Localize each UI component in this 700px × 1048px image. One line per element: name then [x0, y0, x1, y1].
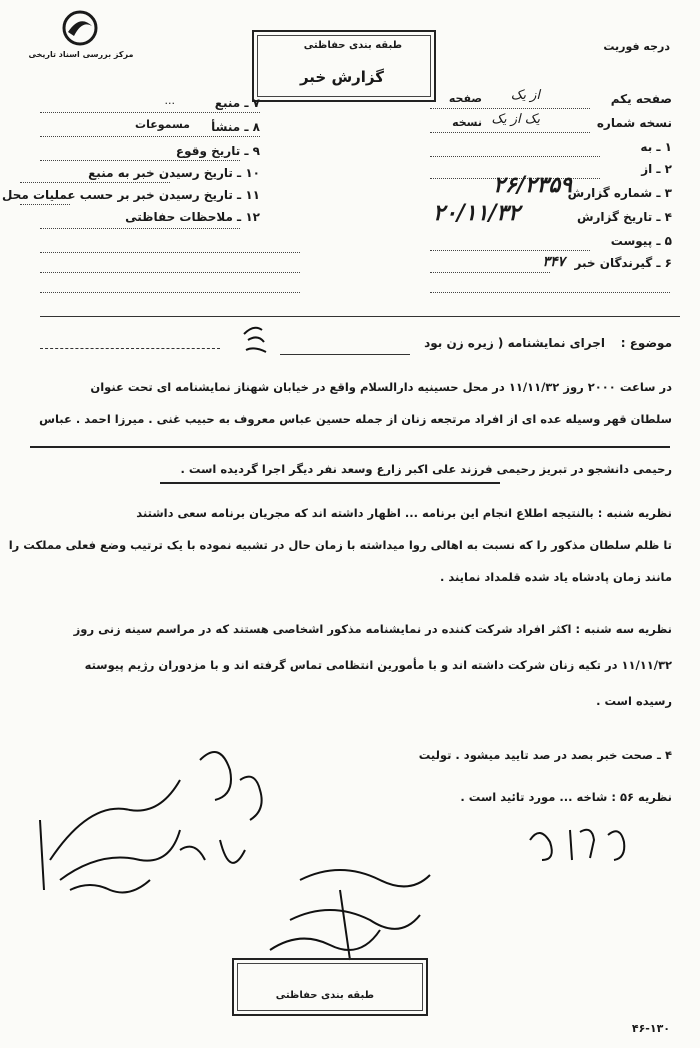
subject-text: اجرای نمایشنامه ( زیره زن بود — [424, 336, 605, 350]
subject-dashes — [40, 348, 220, 349]
handwritten-signatures-left — [30, 740, 280, 910]
field-copy-label: نسخه شماره — [596, 116, 672, 130]
field-recipients-label: ۶ ـ گیرندگان خبر — [574, 256, 672, 270]
archive-logo — [28, 10, 134, 62]
body-line-8: ۱۱/۱۱/۳۲ در تکیه زنان شرکت داشته اند و با مأمورین انتظامی تماس گرفته اند و با مزدوران رژیم پیوسته — [84, 658, 672, 672]
field-source-received-label: ۱۰ ـ تاریخ رسیدن خبر به منبع — [88, 166, 260, 180]
body-line-4: نظریه شنبه : بالنتیجه اطلاع انجام این برنامه ... اظهار داشته اند که مجریان برنامه سعی داشتند — [136, 506, 672, 520]
stamp-classification-label: طبقه بندی حفاظتی — [303, 40, 402, 51]
body-line-10: ۴ ـ صحت خبر بصد در صد تایید میشود . تولیت — [418, 748, 672, 762]
field-attachment-label: ۵ ـ پیوست — [610, 234, 672, 248]
field-copy-value: یک از یک — [491, 112, 540, 127]
body-line-9: رسیده است . — [596, 694, 672, 708]
header-divider — [40, 316, 680, 317]
field-occurrence-date-label: ۹ ـ تاریخ وقوع — [175, 144, 260, 158]
field-page-suffix: صفحه — [448, 92, 482, 105]
logo-caption: مرکز بررسی اسناد تاریخی — [28, 50, 134, 59]
field-source-label: ۷ ـ منبع — [214, 96, 260, 110]
footer-stamp-box — [232, 958, 428, 1016]
subject-label: موضوع : — [620, 336, 672, 350]
handwritten-date-right — [520, 820, 640, 870]
subject-handwritten-mark — [240, 324, 270, 358]
body-line-3: رحیمی دانشجو در تبریز رحیمی فرزند علی اکبر زارع وسعد نفر دیگر اجرا گردیده است . — [180, 462, 672, 476]
subject-underline — [280, 354, 410, 355]
archive-logo-icon — [60, 10, 100, 46]
field-local-received-label: ۱۱ ـ تاریخ رسیدن خبر بر حسب عملیات محل — [2, 188, 260, 202]
body-line-7: نظریه سه شنبه : اکثر افراد شرکت کننده در نمایشنامه مذکور اشخاصی هستند که در مراسم سینه زنی روز — [73, 622, 672, 636]
footer-stamp-label: طبقه بندی حفاظتی — [275, 990, 374, 1001]
body-underline-1 — [30, 446, 670, 448]
priority-label: درجه فوریت — [603, 40, 670, 53]
field-source-value: ... — [164, 94, 175, 107]
field-recipients-value: ۳۴۷ — [542, 254, 565, 270]
field-origin-value: مسموعات — [135, 118, 190, 131]
body-line-6: مانند زمان پادشاه یاد شده قلمداد نمایند . — [439, 570, 672, 584]
stamp-report-title: گزارش خبر — [299, 68, 384, 86]
body-line-5: تا ظلم سلطان مذکور را که نسبت به اهالی روا میداشته با زمان حال در تشبیه نموده با یک ترتیب وضع فعلی مملکت را — [8, 538, 672, 552]
handwritten-signature-bottom — [260, 860, 450, 970]
page-number: ۴۶-۱۳۰ — [631, 1022, 670, 1035]
field-copy-suffix: نسخه — [452, 116, 482, 129]
field-to-label: ۱ ـ به — [640, 140, 672, 154]
field-origin-label: ۸ ـ منشأ — [211, 120, 260, 134]
body-line-2: سلطان قهر وسیله عده ای از افراد مرتجعه زنان از جمله حسین عباس معروف به حبیب غنی . میرزا احمد . عباس — [39, 412, 672, 426]
field-report-date-value: ۲۰/۱۱/۳۲ — [433, 200, 520, 226]
body-line-1: در ساعت ۲۰۰۰ روز ۱۱/۱۱/۳۲ در محل حسینیه دارالسلام واقع در خیابان شهناز نمایشنامه ای تحت عنوان — [90, 380, 672, 394]
field-page-label: صفحه یکم — [610, 92, 672, 106]
body-underline-2 — [160, 482, 500, 484]
field-from-label: ۲ ـ از — [641, 162, 672, 176]
field-report-date-label: ۴ ـ تاریخ گزارش — [576, 210, 672, 224]
field-report-number-label: ۳ ـ شماره گزارش — [567, 186, 672, 200]
top-stamp-box — [252, 30, 436, 102]
body-line-11: نظریه ۵۶ : شاخه ... مورد تائید است . — [460, 790, 672, 804]
field-report-number-value: ۲۶/۲۳۵۹ — [493, 172, 572, 198]
field-security-notes-label: ۱۲ ـ ملاحظات حفاظتی — [125, 210, 260, 224]
field-page-value: از یک — [510, 88, 540, 103]
